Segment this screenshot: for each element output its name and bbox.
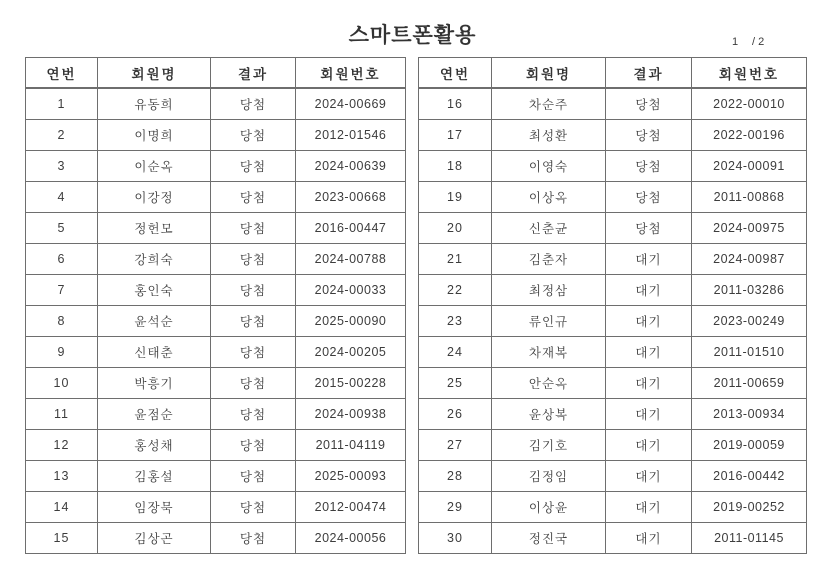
cell-name: 윤석순 (98, 306, 211, 337)
table-row (26, 213, 406, 244)
table-row (419, 213, 807, 244)
cell-no: 18 (419, 151, 492, 182)
cell-no: 19 (419, 182, 492, 213)
cell-no: 3 (26, 151, 98, 182)
cell-member_no: 2024-00205 (296, 337, 406, 368)
cell-member_no: 2011-01145 (692, 523, 807, 554)
table-row (419, 244, 807, 275)
cell-result: 당첨 (211, 337, 296, 368)
cell-name: 최성환 (492, 120, 606, 151)
cell-member_no: 2024-00975 (692, 213, 807, 244)
table-row (419, 430, 807, 461)
cell-no: 29 (419, 492, 492, 523)
cell-member_no: 2024-00987 (692, 244, 807, 275)
cell-member_no: 2024-00091 (692, 151, 807, 182)
cell-name: 김기호 (492, 430, 606, 461)
cell-result: 당첨 (211, 306, 296, 337)
table-row (26, 306, 406, 337)
cell-no: 5 (26, 213, 98, 244)
cell-member_no: 2025-00093 (296, 461, 406, 492)
cell-name: 정진국 (492, 523, 606, 554)
cell-name: 홍성채 (98, 430, 211, 461)
table-row (26, 244, 406, 275)
cell-result: 대기 (606, 492, 692, 523)
header-result: 결과 (606, 58, 692, 89)
table-row (26, 337, 406, 368)
roster-table-right (418, 57, 807, 554)
cell-name: 차재복 (492, 337, 606, 368)
cell-no: 14 (26, 492, 98, 523)
cell-no: 6 (26, 244, 98, 275)
cell-member_no: 2015-00228 (296, 368, 406, 399)
cell-name: 이상옥 (492, 182, 606, 213)
page-indicator (718, 36, 798, 48)
cell-member_no: 2016-00442 (692, 461, 807, 492)
cell-no: 25 (419, 368, 492, 399)
cell-result: 당첨 (211, 492, 296, 523)
cell-name: 정헌모 (98, 213, 211, 244)
cell-name: 신태춘 (98, 337, 211, 368)
cell-member_no: 2013-00934 (692, 399, 807, 430)
table-row (419, 368, 807, 399)
cell-name: 류인규 (492, 306, 606, 337)
cell-member_no: 2011-00868 (692, 182, 807, 213)
cell-no: 11 (26, 399, 98, 430)
table-row (419, 337, 807, 368)
cell-member_no: 2019-00059 (692, 430, 807, 461)
cell-name: 유동희 (98, 88, 211, 120)
table-row (26, 120, 406, 151)
cell-no: 20 (419, 213, 492, 244)
cell-member_no: 2022-00196 (692, 120, 807, 151)
table-row (26, 430, 406, 461)
cell-result: 당첨 (211, 368, 296, 399)
cell-no: 9 (26, 337, 98, 368)
table-row (419, 275, 807, 306)
cell-member_no: 2024-00788 (296, 244, 406, 275)
cell-result: 당첨 (211, 461, 296, 492)
cell-no: 21 (419, 244, 492, 275)
cell-result: 당첨 (211, 399, 296, 430)
table-row (419, 120, 807, 151)
cell-no: 4 (26, 182, 98, 213)
cell-result: 당첨 (211, 523, 296, 554)
cell-result: 당첨 (211, 182, 296, 213)
cell-name: 신춘균 (492, 213, 606, 244)
cell-name: 이명희 (98, 120, 211, 151)
cell-member_no: 2023-00249 (692, 306, 807, 337)
cell-name: 임장묵 (98, 492, 211, 523)
cell-result: 당첨 (211, 244, 296, 275)
table-row (26, 523, 406, 554)
header-result: 결과 (211, 58, 296, 89)
table-row (26, 399, 406, 430)
cell-no: 16 (419, 88, 492, 120)
header-member-no: 회원번호 (296, 58, 406, 89)
cell-member_no: 2022-00010 (692, 88, 807, 120)
cell-result: 당첨 (606, 182, 692, 213)
cell-member_no: 2023-00668 (296, 182, 406, 213)
cell-name: 안순옥 (492, 368, 606, 399)
cell-no: 27 (419, 430, 492, 461)
cell-result: 대기 (606, 368, 692, 399)
cell-member_no: 2011-04119 (296, 430, 406, 461)
table-row (419, 182, 807, 213)
cell-no: 12 (26, 430, 98, 461)
table-row (26, 492, 406, 523)
cell-member_no: 2024-00938 (296, 399, 406, 430)
table-row (26, 461, 406, 492)
cell-result: 당첨 (211, 88, 296, 120)
table-row (419, 88, 807, 120)
page-total-number: / 2 (752, 36, 765, 48)
cell-name: 박흥기 (98, 368, 211, 399)
cell-member_no: 2024-00056 (296, 523, 406, 554)
cell-member_no: 2012-00474 (296, 492, 406, 523)
cell-result: 대기 (606, 399, 692, 430)
header-row (419, 58, 807, 89)
cell-result: 대기 (606, 337, 692, 368)
cell-no: 10 (26, 368, 98, 399)
cell-result: 당첨 (211, 213, 296, 244)
cell-result: 당첨 (606, 120, 692, 151)
cell-name: 이순옥 (98, 151, 211, 182)
cell-name: 이강정 (98, 182, 211, 213)
table-row (419, 523, 807, 554)
cell-member_no: 2024-00639 (296, 151, 406, 182)
cell-result: 당첨 (606, 151, 692, 182)
cell-name: 윤점순 (98, 399, 211, 430)
cell-result: 대기 (606, 461, 692, 492)
cell-member_no: 2011-00659 (692, 368, 807, 399)
table-row (26, 368, 406, 399)
table-row (419, 461, 807, 492)
page-title: 스마트폰활용 (348, 24, 477, 47)
header-no: 연번 (26, 58, 98, 89)
cell-result: 당첨 (211, 120, 296, 151)
table-row (419, 151, 807, 182)
cell-result: 당첨 (211, 151, 296, 182)
table-row (26, 88, 406, 120)
cell-result: 당첨 (606, 213, 692, 244)
cell-no: 22 (419, 275, 492, 306)
cell-name: 김상곤 (98, 523, 211, 554)
cell-member_no: 2011-03286 (692, 275, 807, 306)
cell-no: 15 (26, 523, 98, 554)
cell-result: 당첨 (211, 430, 296, 461)
cell-name: 최정삼 (492, 275, 606, 306)
cell-no: 7 (26, 275, 98, 306)
cell-name: 김춘자 (492, 244, 606, 275)
cell-no: 2 (26, 120, 98, 151)
cell-name: 홍인숙 (98, 275, 211, 306)
cell-no: 28 (419, 461, 492, 492)
header-no: 연번 (419, 58, 492, 89)
cell-name: 강희숙 (98, 244, 211, 275)
table-row (26, 151, 406, 182)
header-name: 회원명 (492, 58, 606, 89)
table-row (419, 399, 807, 430)
cell-result: 대기 (606, 430, 692, 461)
cell-member_no: 2012-01546 (296, 120, 406, 151)
table-row (26, 275, 406, 306)
cell-no: 24 (419, 337, 492, 368)
cell-no: 17 (419, 120, 492, 151)
cell-result: 대기 (606, 244, 692, 275)
table-row (419, 492, 807, 523)
cell-name: 차순주 (492, 88, 606, 120)
header-name: 회원명 (98, 58, 211, 89)
cell-name: 윤상복 (492, 399, 606, 430)
cell-name: 김정임 (492, 461, 606, 492)
roster-table-left (25, 57, 406, 554)
cell-result: 대기 (606, 275, 692, 306)
header-row (26, 58, 406, 89)
cell-name: 김홍설 (98, 461, 211, 492)
cell-no: 26 (419, 399, 492, 430)
roster-tables (25, 57, 807, 554)
header-member-no: 회원번호 (692, 58, 807, 89)
table-row (419, 306, 807, 337)
cell-result: 대기 (606, 306, 692, 337)
cell-result: 당첨 (211, 275, 296, 306)
cell-no: 13 (26, 461, 98, 492)
cell-member_no: 2011-01510 (692, 337, 807, 368)
page-current-number: 1 (731, 36, 739, 48)
cell-member_no: 2024-00033 (296, 275, 406, 306)
cell-member_no: 2016-00447 (296, 213, 406, 244)
cell-no: 8 (26, 306, 98, 337)
cell-name: 이상윤 (492, 492, 606, 523)
cell-member_no: 2019-00252 (692, 492, 807, 523)
cell-name: 이영숙 (492, 151, 606, 182)
cell-no: 23 (419, 306, 492, 337)
cell-result: 당첨 (606, 88, 692, 120)
table-row (26, 182, 406, 213)
cell-member_no: 2024-00669 (296, 88, 406, 120)
cell-no: 30 (419, 523, 492, 554)
cell-member_no: 2025-00090 (296, 306, 406, 337)
cell-result: 대기 (606, 523, 692, 554)
cell-no: 1 (26, 88, 98, 120)
